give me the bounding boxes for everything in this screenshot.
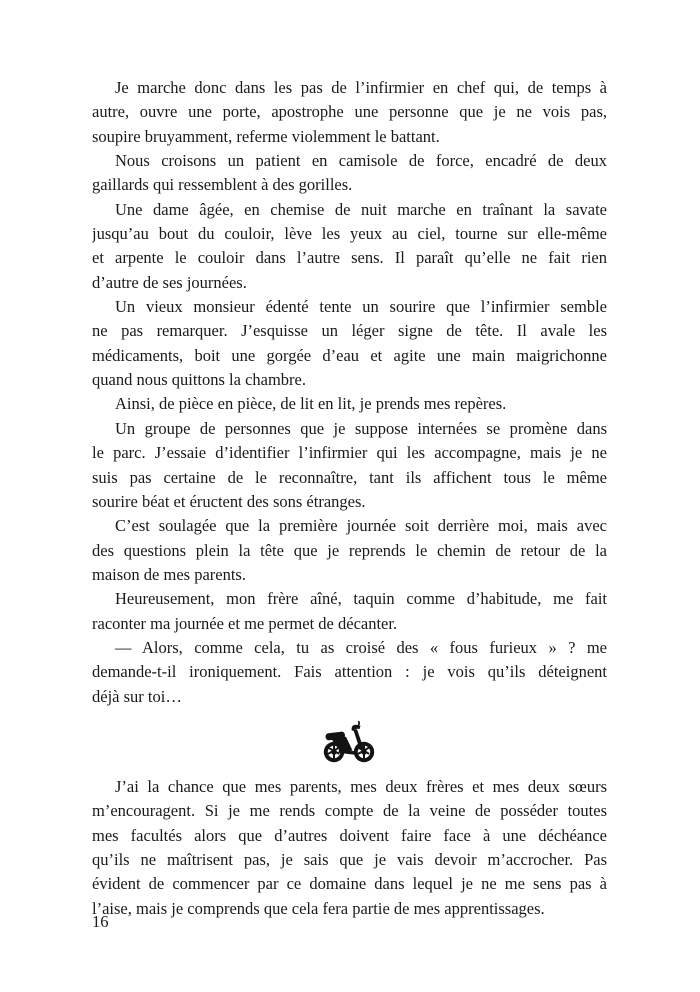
page-number: 16 [92,912,109,931]
text-line: quand nous quittons la chambre. [92,370,307,390]
paragraph [92,636,607,709]
text-line: mes facultés alors que d’autres doivent faire face à une déchéance [92,825,607,845]
text-line: maison de mes parents. [92,564,246,584]
text-block [92,76,607,921]
text-line: Un groupe de personnes que je suppose internées se promène dans [115,418,607,438]
text-line: d’autre de ses journées. [92,272,247,292]
text-line: gaillards qui ressemblent à des gorilles. [92,175,353,195]
text-line: Une dame âgée, en chemise de nuit marche en traînant la savate [115,199,607,219]
text-line: Un vieux monsieur édenté tente un sourire que l’infirmier semble [115,297,607,317]
paragraph [92,775,607,921]
text-line: ne pas remarquer. J’esquisse un léger signe de tête. Il avale les [92,321,607,341]
text-line: déjà sur toi… [92,686,182,706]
paragraph [92,392,607,416]
text-line: Nous croisons un patient en camisole de force, encadré de deux [115,151,607,171]
text-line: sourire béat et éructent des sons étranges. [92,491,366,511]
text-line: médicaments, boit une gorgée d’eau et agite une main maigrichonne [92,345,607,365]
paragraph [92,587,607,636]
text-line: m’encouragent. Si je me rends compte de la veine de posséder toutes [92,801,607,821]
section-divider [92,709,607,775]
text-line: soupire bruyamment, referme violemment le battant. [92,126,440,146]
text-line: suis pas certaine de le reconnaître, tant ils affichent tous le même [92,467,607,487]
moped-icon [323,721,377,763]
text-line: des questions plein la tête que je reprends le chemin de retour de la [92,540,607,560]
paragraph [92,514,607,587]
text-line: C’est soulagée que la première journée soit derrière moi, mais avec [115,516,607,536]
paragraph [92,76,607,149]
text-line: évident de commencer par ce domaine dans lequel je ne me sens pas à [92,874,607,894]
text-line: demande-t-il ironiquement. Fais attention : je vois qu’ils déteignent [92,662,607,682]
text-line: raconter ma journée et me permet de décanter. [92,613,398,633]
paragraph [92,149,607,198]
text-line: — Alors, comme cela, tu as croisé des « fous furieux » ? me [115,637,607,657]
text-line: J’ai la chance que mes parents, mes deux frères et mes deux sœurs [115,776,607,796]
text-line: le parc. J’essaie d’identifier l’infirmier qui les accompagne, mais je ne [92,443,607,463]
text-line: Je marche donc dans les pas de l’infirmier en chef qui, de temps à [115,78,607,97]
text-line: jusqu’au bout du couloir, lève les yeux au ciel, tourne sur elle-même [92,224,607,244]
text-line: et arpente le couloir dans l’autre sens. Il paraît qu’elle ne fait rien [92,248,607,268]
text-line: qu’ils ne maîtrisent pas, je sais que je vais devoir m’accrocher. Pas [92,849,607,869]
text-line: Ainsi, de pièce en pièce, de lit en lit, je prends mes repères. [115,394,507,414]
paragraph [92,295,607,392]
paragraph [92,417,607,514]
paragraph [92,198,607,295]
text-line: Heureusement, mon frère aîné, taquin comme d’habitude, me fait [115,589,607,609]
text-line: l’aise, mais je comprends que cela fera partie de mes apprentissages. [92,898,545,918]
text-line: autre, ouvre une porte, apostrophe une personne que je ne vois pas, [92,102,607,122]
